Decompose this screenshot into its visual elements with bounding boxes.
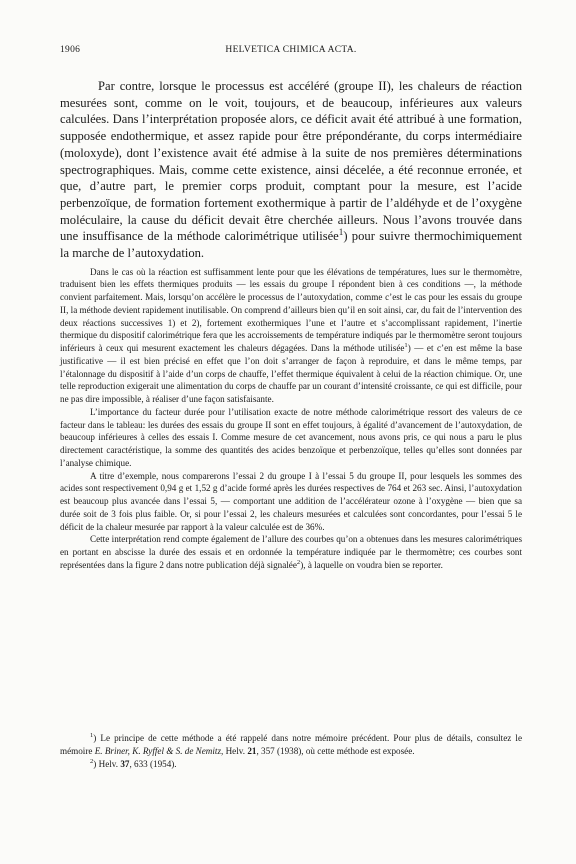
paragraph-text-end: ) — et c’en est même la base justificative — il est bien précisé en effet que l’on doit s’arranger de façon à reproduire, et dans le même temps, par l’étalonnage du dispositif à l’aide d’un corps de chauffe, l’effet thermique équivalent à celui de la réaction chimique. Or, une telle reproduction exigerait une alimentation du corps de chauffe par un courant d’intensité croissante, ce qui est difficile, pour ne pas dire impossible, à réaliser d’une façon satisfaisante. xyxy=(60,343,522,405)
paragraph-text: Dans le cas où la réaction est suffisamment lente pour que les élévations de températures, lues sur le thermomètre, traduisent bien les effets thermiques produits — les essais du groupe I répondent bien à ces conditions —, la méthode convient parfaitement. Mais, lorsqu’on accélère le processus de l’autoxydation, comme c’est le cas pour les essais du groupe II, la méthode devient rapidement inutilisable. On comprend d’ailleurs bien qu’il en soit ainsi, car, du fait de l’intervention des deux réactions successives 1) et 2), fortement exothermiques l’une et l’autre et s’accomplissant rapidement, l’inertie thermique du dispositif calorimétrique fera que les accroissements de température indiqués par le thermomètre seront toujours inférieurs à ceux qui mesurent exactement les chaleurs dégagées. Dans la méthode utilisée xyxy=(60,266,522,354)
lead-text: Par contre, lorsque le processus est accéléré (groupe II), les chaleurs de réaction mesurées sont, comme on le voit, toujours, et de beaucoup, inférieures aux valeurs calculées. Dans l’interprétation proposée alors, ce déficit avait été attribué à une formation, supposée endothermique, et assez rapide pour être prépondérante, du corps intermédiaire (moloxyde), dont l’existence avait été admise à la suite de nos premières déterminations spectrographiques. Mais, comme cette existence, ainsi décelée, a été reconnue erronée, et que, d’autre part, le premier corps produit, comptant pour la mesure, est l’acide perbenzoïque, de formation fortement exothermique à partir de l’aldéhyde et de l’oxygène moléculaire, la cause du déficit devait être cherchée ailleurs. Nous l’avons trouvée dans une insuffisance de la méthode calorimétrique utilisée xyxy=(60,79,522,244)
footnote-text: , 633 (1954). xyxy=(129,758,177,769)
paragraph-curves xyxy=(60,533,522,571)
footnote-1 xyxy=(60,732,522,758)
journal-title: HELVETICA CHIMICA ACTA. xyxy=(225,45,357,55)
page-number: 1906 xyxy=(60,45,81,55)
footnote-volume: 21 xyxy=(247,745,257,756)
footnote-2 xyxy=(60,758,522,771)
footnotes xyxy=(60,732,522,770)
footnote-text: ) Le principe de cette méthode a été rappelé dans notre mémoire précédent. Pour plus de détails, consultez le mémoire xyxy=(60,733,522,756)
lead-text-end: ) pour suivre thermochimiquement la marche de l’autoxydation. xyxy=(60,229,522,261)
footnote-text: , 357 (1938), où cette méthode est exposée. xyxy=(256,745,415,756)
footnote-mark: 2 xyxy=(90,757,94,765)
footnote-mark: 1 xyxy=(90,731,94,739)
footnote-authors: E. Briner, K. Ryffel & S. de Nemitz xyxy=(94,745,222,756)
paragraph-duration: L’importance du facteur durée pour l’utilisation exacte de notre méthode calorimétrique ressort des valeurs de ce facteur dans le tableau: les durées des essais du groupe II sont en effet toujours, à égalité d’avancement de l’autoxydation, de beaucoup inférieures à celles des essais I. Comme mesure de cet avancement, nous avons pris, ce qui nous a paru le plus directement caractéristique, la somme des quantités des acides benzoïque et perbenzoïque, telles qu’elles sont données par l’analyse chimique. xyxy=(60,406,522,468)
footnote-ref: 1 xyxy=(404,342,408,350)
paragraph-example: A titre d’exemple, nous comparerons l’essai 2 du groupe I à l’essai 5 du groupe II, pour lesquels les sommes des acides sont respectivement 0,94 g et 1,52 g d’acide formé après les durées respectives de 764 et 263 sec. Ainsi, l’autoxydation est beaucoup plus avancée dans l’essai 5, — comportant une addition de l’accélérateur ozone à l’oxygène — bien que sa durée soit de 3 fois plus faible. Or, si pour l’essai 2, les chaleurs mesurées et calculées sont concordantes, pour l’essai 5 le déficit de la chaleur mesurée par rapport à la valeur calculée est de 36%. xyxy=(60,470,522,532)
footnote-ref: 1 xyxy=(338,227,344,238)
main-text xyxy=(60,78,522,572)
paragraph-method xyxy=(60,266,522,406)
footnote-text: ) Helv. xyxy=(93,758,121,769)
paragraph-text-end: ), à laquelle on voudra bien se reporter. xyxy=(300,559,443,570)
footnote-ref: 2 xyxy=(296,558,301,566)
paragraph-text: Cette interprétation rend compte également de l’allure des courbes qu’on a obtenues dans les mesures calorimétriques en portant en abscisse la durée des essais et en ordonnée la température indiquée par le thermomètre; ces courbes sont représentées dans la figure 2 dans notre publication déjà signalée xyxy=(60,534,522,570)
footnote-text: , Helv. xyxy=(221,745,248,756)
lead-paragraph xyxy=(60,78,522,262)
footnote-volume: 37 xyxy=(120,758,130,769)
